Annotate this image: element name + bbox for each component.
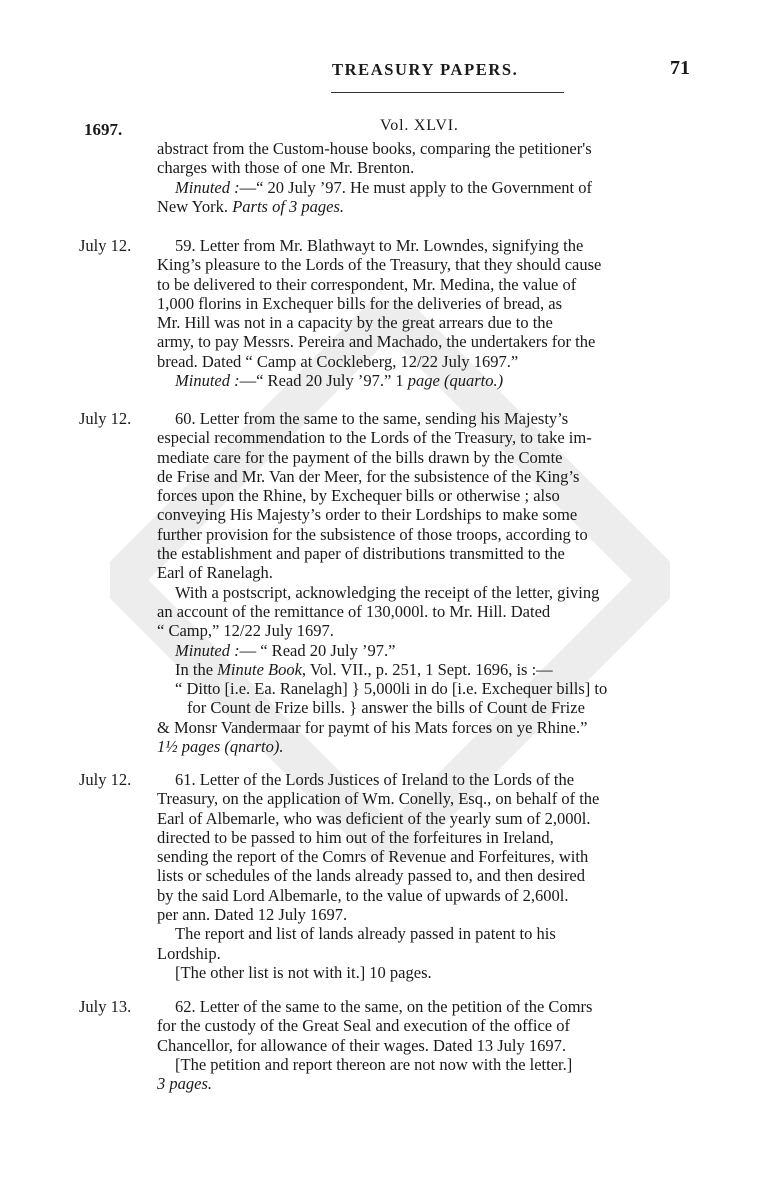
text-line: per ann. Dated 12 July 1697.: [157, 905, 348, 925]
text-line: & Monsr Vandermaar for paymt of his Mats forces on ye Rhine.”: [157, 717, 588, 737]
text-line: Treasury, on the application of Wm. Conelly, Esq., on behalf of the: [157, 789, 600, 809]
text-line: 1,000 florins in Exchequer bills for the deliveries of bread, as: [157, 293, 563, 313]
text-line: to be delivered to their correspondent, Mr. Medina, the value of: [157, 274, 577, 294]
continuation-text: [157, 139, 694, 216]
text-line: directed to be passed to him out of the forfeitures in Ireland,: [157, 827, 554, 847]
header-rule: [331, 92, 564, 93]
text-line: King’s pleasure to the Lords of the Treasury, that they should cause: [157, 255, 602, 275]
entry-date: July 12.: [79, 770, 132, 789]
text-line: bread. Dated “ Camp at Cockleberg, 12/22 July 1697.”: [157, 351, 519, 371]
text-line: army, to pay Messrs. Pereira and Machado, the undertakers for the: [157, 332, 596, 352]
text-line: sending the report of the Comrs of Revenue and Forfeitures, with: [157, 847, 589, 867]
text-line: “ Ditto [i.e. Ea. Ranelagh] } 5,000li in do [i.e. Exchequer bills] to: [175, 679, 608, 699]
text-line: Chancellor, for allowance of their wages. Dated 13 July 1697.: [157, 1035, 566, 1055]
text-line: charges with those of one Mr. Brenton.: [157, 158, 415, 178]
running-title: TREASURY PAPERS.: [332, 60, 519, 79]
text-line: the establishment and paper of distributions transmitted to the: [157, 544, 565, 564]
entry-text: [157, 236, 694, 390]
pages-note: page (quarto.): [407, 371, 504, 391]
volume-heading: Vol. XLVI.: [380, 117, 459, 134]
pages-note: 3 pages.: [157, 1074, 212, 1094]
text-line: forces upon the Rhine, by Exchequer bills or otherwise ; also: [157, 486, 560, 506]
text-line: further provision for the subsistence of those troops, according to: [157, 524, 588, 544]
text-line: 60. Letter from the same to the same, sending his Majesty’s: [175, 409, 569, 428]
text-line: Mr. Hill was not in a capacity by the great arrears due to the: [157, 313, 553, 333]
text-line: especial recommendation to the Lords of the Treasury, to take im-: [157, 428, 592, 448]
text-line: an account of the remittance of 130,000l. to Mr. Hill. Dated: [157, 601, 551, 621]
entry-text: [157, 770, 694, 982]
minuted-label: Minuted :: [175, 177, 240, 197]
minuted-text: — “ Read 20 July ’97.”: [239, 640, 396, 660]
entry-text: [157, 997, 694, 1093]
text-line: With a postscript, acknowledging the receipt of the letter, giving: [175, 582, 600, 602]
text-line: de Frise and Mr. Van der Meer, for the subsistence of the King’s: [157, 466, 580, 486]
entry-text: [157, 409, 694, 756]
text-line: In the: [175, 659, 214, 679]
text-line: for the custody of the Great Seal and execution of the office of: [157, 1016, 570, 1036]
text-line: lists or schedules of the lands already passed to, and then desired: [157, 866, 585, 886]
entry-date: July 12.: [79, 236, 132, 255]
minuted-text: —“ 20 July ’97. He must apply to the Government of: [239, 177, 593, 197]
text-line: Lordship.: [157, 943, 221, 963]
text-line: conveying His Majesty’s order to their Lordships to make some: [157, 505, 578, 525]
bracket-note: [The petition and report thereon are not now with the letter.]: [175, 1054, 573, 1074]
minuted-label: Minuted :: [175, 640, 240, 660]
text-line: Earl of Albemarle, who was deficient of the yearly sum of 2,000l.: [157, 808, 591, 828]
pages-note: Parts of 3 pages.: [232, 196, 345, 216]
text-line: abstract from the Custom-house books, comparing the petitioner's: [157, 139, 592, 158]
pages-note: 1½ pages (qnarto).: [157, 737, 284, 757]
minuted-text: —“ Read 20 July ’97.” 1: [239, 371, 404, 391]
text-line: 61. Letter of the Lords Justices of Ireland to the Lords of the: [175, 770, 575, 789]
entry-date: July 12.: [79, 409, 132, 428]
entry-date: July 13.: [79, 997, 132, 1016]
minute-book-title: Minute Book: [217, 659, 302, 679]
text-line: , Vol. VII., p. 251, 1 Sept. 1696, is :—: [301, 659, 553, 679]
text-line: by the said Lord Albemarle, to the value of upwards of 2,600l.: [157, 885, 569, 905]
text-line: Earl of Ranelagh.: [157, 563, 273, 583]
text-line: for Count de Frize bills. } answer the bills of Count de Frize: [187, 698, 585, 718]
text-line: 62. Letter of the same to the same, on the petition of the Comrs: [175, 997, 593, 1016]
text-line: “ Camp,” 12/22 July 1697.: [157, 621, 334, 641]
text-line: New York.: [157, 196, 229, 216]
text-line: The report and list of lands already passed in patent to his: [175, 924, 556, 944]
minuted-label: Minuted :: [175, 371, 240, 391]
bracket-note: [The other list is not with it.] 10 pages.: [175, 962, 432, 982]
text-line: mediate care for the payment of the bills drawn by the Comte: [157, 447, 563, 467]
text-line: 59. Letter from Mr. Blathwayt to Mr. Lowndes, signifying the: [175, 236, 584, 255]
page-number: 71: [670, 57, 690, 79]
year-marginal: 1697.: [84, 120, 123, 139]
